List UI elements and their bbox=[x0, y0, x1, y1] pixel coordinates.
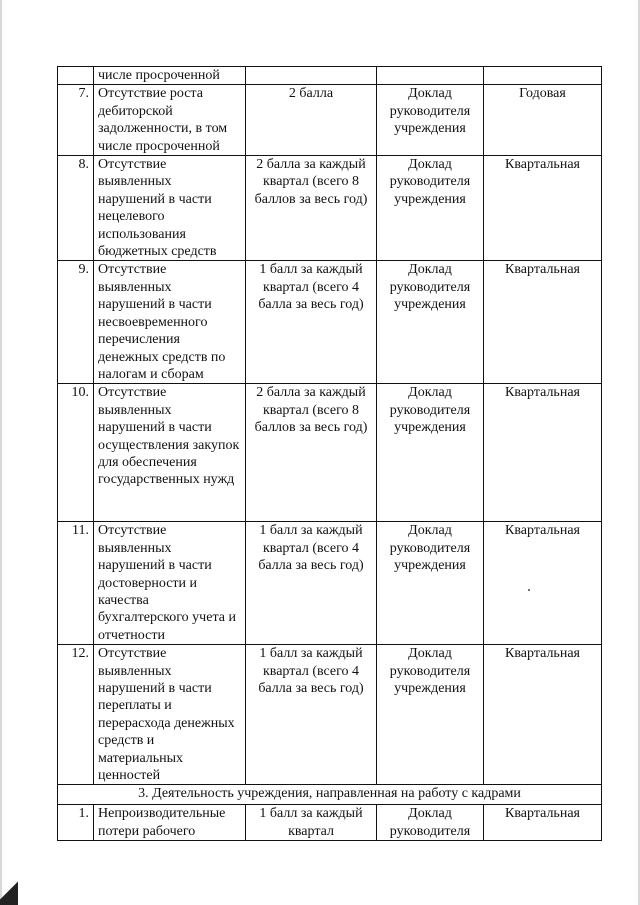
table-row bbox=[58, 522, 602, 645]
source-cell bbox=[377, 67, 484, 85]
row-number: 12. bbox=[58, 645, 94, 785]
criterion-cell: Отсутствие выявленных нарушений в части осуществления закупок для обеспечения государственных нужд bbox=[94, 384, 246, 522]
period-cell: Квартальная bbox=[484, 261, 602, 384]
table-row bbox=[58, 85, 602, 156]
criterion-cell: Отсутствие выявленных нарушений в части достоверности и качества бухгалтерского учета и отчетности bbox=[94, 522, 246, 645]
criterion-cell: Непроизводительные потери рабочего bbox=[94, 805, 246, 841]
table-row bbox=[58, 805, 602, 841]
points-cell bbox=[246, 67, 377, 85]
source-cell: Доклад руководителя bbox=[377, 805, 484, 841]
criteria-table bbox=[57, 66, 602, 841]
period-cell: Квартальная bbox=[484, 805, 602, 841]
section-heading: 3. Деятельность учреждения, направленная на работу с кадрами bbox=[58, 785, 602, 805]
period-cell: Годовая bbox=[484, 85, 602, 156]
points-cell: 1 балл за каждый квартал (всего 4 балла за весь год) bbox=[246, 522, 377, 645]
criterion-cell: Отсутствие роста дебиторской задолженности, в том числе просроченной bbox=[94, 85, 246, 156]
criterion-cell: Отсутствие выявленных нарушений в части переплаты и перерасхода денежных средств и материальных ценностей bbox=[94, 645, 246, 785]
table-row bbox=[58, 156, 602, 261]
source-cell: Доклад руководителя учреждения bbox=[377, 156, 484, 261]
table-row-continued bbox=[58, 67, 602, 85]
points-cell: 2 балла bbox=[246, 85, 377, 156]
points-cell: 2 балла за каждый квартал (всего 8 баллов за весь год) bbox=[246, 156, 377, 261]
source-cell: Доклад руководителя учреждения bbox=[377, 645, 484, 785]
points-cell: 1 балл за каждый квартал bbox=[246, 805, 377, 841]
section-heading-row bbox=[58, 785, 602, 805]
table-row bbox=[58, 384, 602, 522]
period-cell: Квартальная bbox=[484, 522, 602, 645]
period-cell: Квартальная bbox=[484, 156, 602, 261]
period-cell: Квартальная bbox=[484, 645, 602, 785]
source-cell: Доклад руководителя учреждения bbox=[377, 85, 484, 156]
period-cell bbox=[484, 67, 602, 85]
source-cell: Доклад руководителя учреждения bbox=[377, 384, 484, 522]
row-number: 11. bbox=[58, 522, 94, 645]
points-cell: 1 балл за каждый квартал (всего 4 балла за весь год) bbox=[246, 261, 377, 384]
table-row bbox=[58, 645, 602, 785]
points-cell: 2 балла за каждый квартал (всего 8 баллов за весь год) bbox=[246, 384, 377, 522]
criterion-cell: Отсутствие выявленных нарушений в части несвоевременного перечисления денежных средств по налогам и сборам bbox=[94, 261, 246, 384]
criterion-cell: числе просроченной bbox=[94, 67, 246, 85]
row-number bbox=[58, 67, 94, 85]
source-cell: Доклад руководителя учреждения bbox=[377, 261, 484, 384]
table-row bbox=[58, 261, 602, 384]
row-number: 8. bbox=[58, 156, 94, 261]
points-cell: 1 балл за каждый квартал (всего 4 балла за весь год) bbox=[246, 645, 377, 785]
scan-corner-mark bbox=[0, 875, 18, 905]
criterion-cell: Отсутствие выявленных нарушений в части нецелевого использования бюджетных средств bbox=[94, 156, 246, 261]
page-edge-left bbox=[0, 0, 2, 905]
row-number: 7. bbox=[58, 85, 94, 156]
row-number: 1. bbox=[58, 805, 94, 841]
period-cell: Квартальная bbox=[484, 384, 602, 522]
source-cell: Доклад руководителя учреждения bbox=[377, 522, 484, 645]
row-number: 9. bbox=[58, 261, 94, 384]
row-number: 10. bbox=[58, 384, 94, 522]
